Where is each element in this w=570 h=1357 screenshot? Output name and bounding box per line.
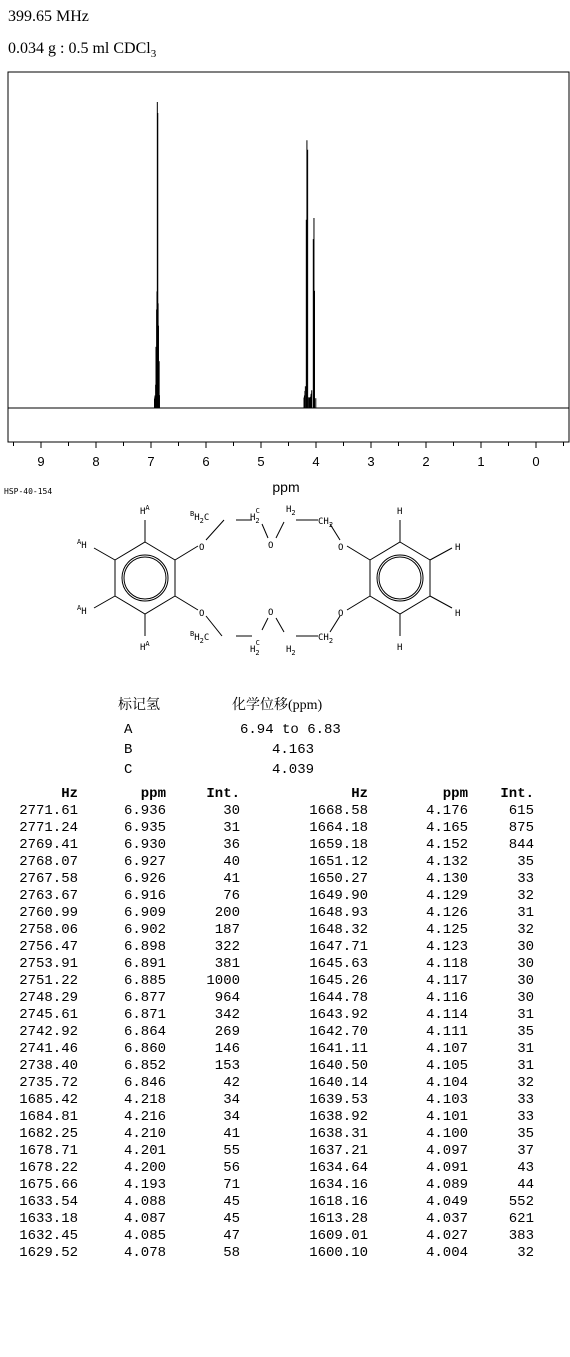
peak-table-cell: 1675.66 bbox=[19, 1177, 78, 1193]
peak-table-cell: 4.107 bbox=[425, 1041, 468, 1057]
h2c-b-bottom: $^BH_2C$ bbox=[190, 630, 210, 645]
peak-table-cell: 43 bbox=[517, 1160, 534, 1176]
peak-table-cell: 1629.52 bbox=[19, 1245, 78, 1261]
molecular-structure bbox=[0, 476, 570, 688]
peak-table-header-cell: Hz bbox=[61, 786, 78, 802]
h2-bottom: $H_2$ bbox=[286, 645, 296, 657]
peak-table-cell: 2769.41 bbox=[19, 837, 78, 853]
x-tick-label: 9 bbox=[37, 454, 45, 469]
assign-row-shift: 6.94 to 6.83 bbox=[240, 722, 341, 738]
peak-table-cell: 1659.18 bbox=[309, 837, 368, 853]
assignment-table bbox=[0, 694, 570, 784]
h2c-b-top: $^BH_2C$ bbox=[190, 510, 210, 525]
peak-table-cell: 45 bbox=[223, 1194, 240, 1210]
peak-table-cell: 4.114 bbox=[425, 1007, 468, 1023]
peak-table-cell: 146 bbox=[214, 1041, 240, 1057]
peak-table-cell: 37 bbox=[517, 1143, 534, 1159]
peak-table-cell: 2763.67 bbox=[19, 888, 78, 904]
peak-table-cell: 35 bbox=[517, 1024, 534, 1040]
peak-table-cell: 58 bbox=[223, 1245, 240, 1261]
peak-table-cell: 964 bbox=[214, 990, 240, 1006]
assign-row-label: C bbox=[124, 762, 133, 778]
assign-row-shift: 4.163 bbox=[272, 742, 315, 758]
peak-table-cell: 4.152 bbox=[425, 837, 468, 853]
h-right-bottom: H bbox=[397, 643, 403, 653]
peak-table-cell: 35 bbox=[517, 854, 534, 870]
x-tick-label: 8 bbox=[92, 454, 100, 469]
peak-table-cell: 187 bbox=[214, 922, 240, 938]
peak-table-cell: 41 bbox=[223, 871, 240, 887]
sample-subscript: 3 bbox=[150, 48, 157, 61]
peak-table-cell: 1678.71 bbox=[19, 1143, 78, 1159]
peak-table-cell: 4.111 bbox=[425, 1024, 468, 1040]
peak-table-cell: 2753.91 bbox=[19, 956, 78, 972]
peak-table-cell: 1609.01 bbox=[309, 1228, 368, 1244]
peak-table-header-cell: ppm bbox=[140, 786, 166, 802]
peak-table-cell: 4.091 bbox=[425, 1160, 468, 1176]
oxygen-lower-right: O bbox=[338, 609, 344, 619]
peak-table-cell: 2742.92 bbox=[19, 1024, 78, 1040]
peak-table-cell: 6.902 bbox=[123, 922, 166, 938]
h2-c-bottom: $H_2C$ bbox=[250, 639, 260, 657]
peak-table-cell: 1640.14 bbox=[309, 1075, 368, 1091]
sample-text: 0.034 g : 0.5 ml CDCl bbox=[8, 40, 151, 57]
x-axis-ticks bbox=[14, 442, 564, 448]
peak-table-cell: 1639.53 bbox=[309, 1092, 368, 1108]
peak-table-cell: 1643.92 bbox=[309, 1007, 368, 1023]
peak-table-cell: 1645.26 bbox=[309, 973, 368, 989]
peak-table-cell: 32 bbox=[517, 1075, 534, 1091]
peak-table-cell: 4.049 bbox=[425, 1194, 468, 1210]
peak-table-cell: 6.909 bbox=[123, 905, 166, 921]
peak-table-cell: 2756.47 bbox=[19, 939, 78, 955]
peak-table-cell: 4.210 bbox=[123, 1126, 166, 1142]
peak-table-cell: 4.165 bbox=[425, 820, 468, 836]
peak-table-cell: 2767.58 bbox=[19, 871, 78, 887]
peak-table-cell: 4.129 bbox=[425, 888, 468, 904]
peak-table-cell: 4.193 bbox=[123, 1177, 166, 1193]
structure-atom-labels bbox=[77, 504, 460, 657]
peak-table-cell: 1638.31 bbox=[309, 1126, 368, 1142]
peak-table-cell: 2768.07 bbox=[19, 854, 78, 870]
peak-table-cell: 1651.12 bbox=[309, 854, 368, 870]
peak-table-cell: 4.118 bbox=[425, 956, 468, 972]
peak-table-header-cell: Int. bbox=[206, 786, 240, 802]
peak-table-cell: 4.123 bbox=[425, 939, 468, 955]
peak-table-cell: 1649.90 bbox=[309, 888, 368, 904]
peak-table-cell: 4.088 bbox=[123, 1194, 166, 1210]
peak-table-cell: 34 bbox=[223, 1109, 240, 1125]
x-tick-label: 4 bbox=[312, 454, 320, 469]
peak-table-cell: 31 bbox=[517, 1058, 534, 1074]
peak-table-cell: 269 bbox=[214, 1024, 240, 1040]
x-tick-label: 5 bbox=[257, 454, 265, 469]
assign-row-label: A bbox=[124, 722, 133, 738]
peak-table-cell: 6.852 bbox=[123, 1058, 166, 1074]
ch2-bottom-right: $CH_2$ bbox=[318, 633, 334, 645]
h-a-top: $H^A$ bbox=[140, 504, 150, 517]
peak-table-cell: 4.201 bbox=[123, 1143, 166, 1159]
peak-table-cell: 4.027 bbox=[425, 1228, 468, 1244]
peak-table-cell: 4.126 bbox=[425, 905, 468, 921]
peak-table-cell: 4.097 bbox=[425, 1143, 468, 1159]
peak-table-cell: 1638.92 bbox=[309, 1109, 368, 1125]
peak-table-cell: 41 bbox=[223, 1126, 240, 1142]
peak-table-cell: 71 bbox=[223, 1177, 240, 1193]
peak-table-cell: 1642.70 bbox=[309, 1024, 368, 1040]
peak-table-cell: 4.125 bbox=[425, 922, 468, 938]
peak-table-cell: 1648.32 bbox=[309, 922, 368, 938]
peak-table-cell: 2748.29 bbox=[19, 990, 78, 1006]
peak-table-cell: 6.871 bbox=[123, 1007, 166, 1023]
peak-table-cell: 381 bbox=[214, 956, 240, 972]
peak-table-cell: 6.864 bbox=[123, 1024, 166, 1040]
peak-table-cell: 1648.93 bbox=[309, 905, 368, 921]
peak-table-cell: 1613.28 bbox=[309, 1211, 368, 1227]
peak-table-cell: 36 bbox=[223, 837, 240, 853]
structure-bonds bbox=[94, 520, 452, 636]
peak-table-cell: 1640.50 bbox=[309, 1058, 368, 1074]
peak-table-cell: 35 bbox=[517, 1126, 534, 1142]
peak-table-cell: 4.132 bbox=[425, 854, 468, 870]
peak-table-cell: 33 bbox=[517, 871, 534, 887]
spectrum-peaks bbox=[155, 102, 316, 408]
h-a-bottom: $H^A$ bbox=[140, 640, 150, 653]
oxygen-upper-right: O bbox=[338, 543, 344, 553]
peak-table-cell: 30 bbox=[223, 803, 240, 819]
peak-table-cell: 2771.24 bbox=[19, 820, 78, 836]
peak-table-cell: 1644.78 bbox=[309, 990, 368, 1006]
peak-table-cell: 4.037 bbox=[425, 1211, 468, 1227]
peak-table-cell: 4.105 bbox=[425, 1058, 468, 1074]
x-tick-label: 1 bbox=[477, 454, 485, 469]
h-right-top: H bbox=[397, 507, 403, 517]
peak-table-cell: 4.176 bbox=[425, 803, 468, 819]
peak-table-cell: 45 bbox=[223, 1211, 240, 1227]
peak-table-cell: 383 bbox=[508, 1228, 534, 1244]
peak-table-cell: 4.117 bbox=[425, 973, 468, 989]
structure-code: HSP-40-154 bbox=[4, 487, 53, 496]
ch2-top-right: $CH_2$ bbox=[318, 517, 334, 529]
plot-frame bbox=[8, 72, 569, 442]
oxygen-bottom: O bbox=[268, 608, 274, 618]
peak-table-cell: 30 bbox=[517, 973, 534, 989]
peak-table-cell: 1668.58 bbox=[309, 803, 368, 819]
peak-table-cell: 31 bbox=[517, 1041, 534, 1057]
peak-table-header-cell: ppm bbox=[442, 786, 468, 802]
peak-table-cell: 42 bbox=[223, 1075, 240, 1091]
peak-table-cell: 4.004 bbox=[425, 1245, 468, 1261]
x-axis-label: ppm bbox=[272, 479, 300, 495]
peak-table-cell: 1634.64 bbox=[309, 1160, 368, 1176]
oxygen-top: O bbox=[268, 541, 274, 551]
peak-table-cell: 4.101 bbox=[425, 1109, 468, 1125]
peak-table-cell: 4.103 bbox=[425, 1092, 468, 1108]
x-tick-label: 3 bbox=[367, 454, 375, 469]
peak-table-cell: 2738.40 bbox=[19, 1058, 78, 1074]
peak-table-cell: 4.085 bbox=[123, 1228, 166, 1244]
peak-table-cell: 1685.42 bbox=[19, 1092, 78, 1108]
peak-table-cell: 6.916 bbox=[123, 888, 166, 904]
peak-table-cell: 6.891 bbox=[123, 956, 166, 972]
h-a-lower-left: $^A$H bbox=[77, 604, 87, 617]
peak-table-cell: 6.846 bbox=[123, 1075, 166, 1091]
peak-table-cell: 30 bbox=[517, 956, 534, 972]
x-tick-label: 0 bbox=[532, 454, 540, 469]
peak-table-cell: 32 bbox=[517, 888, 534, 904]
assign-row-label: B bbox=[124, 742, 133, 758]
peak-table-cell: 31 bbox=[223, 820, 240, 836]
peak-table-cell: 1650.27 bbox=[309, 871, 368, 887]
peak-table-cell: 621 bbox=[508, 1211, 534, 1227]
peak-table-cell: 875 bbox=[508, 820, 534, 836]
peak-table-cell: 31 bbox=[517, 905, 534, 921]
x-tick-label: 7 bbox=[147, 454, 155, 469]
peak-table-cell: 1684.81 bbox=[19, 1109, 78, 1125]
peak-table-cell: 6.860 bbox=[123, 1041, 166, 1057]
ch2-c-top: $H_2C$ bbox=[250, 507, 260, 525]
peak-table-cell: 844 bbox=[508, 837, 534, 853]
peak-table-cell: 342 bbox=[214, 1007, 240, 1023]
assign-header-label: 标记氢 bbox=[118, 698, 160, 713]
peak-table-cell: 4.130 bbox=[425, 871, 468, 887]
peak-table-cell: 1645.63 bbox=[309, 956, 368, 972]
peak-table-cell: 6.877 bbox=[123, 990, 166, 1006]
x-tick-label: 6 bbox=[202, 454, 210, 469]
h-right-lower: H bbox=[455, 609, 461, 619]
peak-table-header-cell: Hz bbox=[351, 786, 368, 802]
assign-row-shift: 4.039 bbox=[272, 762, 315, 778]
peak-table-cell: 4.200 bbox=[123, 1160, 166, 1176]
oxygen-upper-left: O bbox=[199, 543, 205, 553]
peak-table-cell: 2751.22 bbox=[19, 973, 78, 989]
peak-table-cell: 1633.54 bbox=[19, 1194, 78, 1210]
peak-table-cell: 33 bbox=[517, 1092, 534, 1108]
peak-table-cell: 6.926 bbox=[123, 871, 166, 887]
peak-table-cell: 47 bbox=[223, 1228, 240, 1244]
h-a-upper-left: $^A$H bbox=[77, 538, 87, 551]
peak-table-cell: 6.936 bbox=[123, 803, 166, 819]
peak-table-cell: 34 bbox=[223, 1092, 240, 1108]
peak-table-cell: 76 bbox=[223, 888, 240, 904]
h-right-upper: H bbox=[455, 543, 461, 553]
peak-table-cell: 4.089 bbox=[425, 1177, 468, 1193]
nmr-spectrum-chart bbox=[0, 0, 570, 500]
peak-table-cell: 32 bbox=[517, 922, 534, 938]
peak-table-cell: 4.087 bbox=[123, 1211, 166, 1227]
spectrometer-frequency: 399.65 MHz bbox=[8, 8, 89, 25]
peak-table-cell: 615 bbox=[508, 803, 534, 819]
peak-table-cell: 40 bbox=[223, 854, 240, 870]
peak-table-cell: 2760.99 bbox=[19, 905, 78, 921]
peak-table-cell: 2771.61 bbox=[19, 803, 78, 819]
assign-header-shift: 化学位移(ppm) bbox=[232, 698, 323, 713]
peak-table-cell: 1647.71 bbox=[309, 939, 368, 955]
oxygen-lower-left: O bbox=[199, 609, 205, 619]
peak-table-cell: 6.935 bbox=[123, 820, 166, 836]
peak-table-cell: 1634.16 bbox=[309, 1177, 368, 1193]
x-axis-tick-labels bbox=[37, 454, 539, 469]
h2-top: $H_2$ bbox=[286, 505, 296, 517]
peak-table-cell: 1678.22 bbox=[19, 1160, 78, 1176]
peak-table-cell: 1637.21 bbox=[309, 1143, 368, 1159]
peak-table-cell: 4.218 bbox=[123, 1092, 166, 1108]
peak-table-cell: 2758.06 bbox=[19, 922, 78, 938]
peak-table-cell: 1641.11 bbox=[309, 1041, 368, 1057]
peak-table-cell: 44 bbox=[517, 1177, 534, 1193]
peak-table-cell: 55 bbox=[223, 1143, 240, 1159]
peak-table-cell: 30 bbox=[517, 939, 534, 955]
peak-table-cell: 1633.18 bbox=[19, 1211, 78, 1227]
peak-table-cell: 4.216 bbox=[123, 1109, 166, 1125]
x-tick-label: 2 bbox=[422, 454, 430, 469]
peak-table-cell: 56 bbox=[223, 1160, 240, 1176]
peak-table-cell: 6.930 bbox=[123, 837, 166, 853]
peak-table-cell: 32 bbox=[517, 1245, 534, 1261]
peak-table-cell: 6.927 bbox=[123, 854, 166, 870]
peak-table-cell: 6.885 bbox=[123, 973, 166, 989]
peak-table-cell: 4.078 bbox=[123, 1245, 166, 1261]
peak-table-cell: 1600.10 bbox=[309, 1245, 368, 1261]
peak-table-cell: 1618.16 bbox=[309, 1194, 368, 1210]
peak-table-cell: 2735.72 bbox=[19, 1075, 78, 1091]
peak-table-cell: 153 bbox=[214, 1058, 240, 1074]
peak-table-cell: 1664.18 bbox=[309, 820, 368, 836]
peak-table-cell: 31 bbox=[517, 1007, 534, 1023]
peak-table-cell: 1000 bbox=[206, 973, 240, 989]
peak-table-cell: 6.898 bbox=[123, 939, 166, 955]
peak-table-cell: 1682.25 bbox=[19, 1126, 78, 1142]
peak-table-cell: 30 bbox=[517, 990, 534, 1006]
peak-table-cell: 200 bbox=[214, 905, 240, 921]
peak-table-cell: 2741.46 bbox=[19, 1041, 78, 1057]
peak-table-header-cell: Int. bbox=[500, 786, 534, 802]
peak-table-cell: 322 bbox=[214, 939, 240, 955]
peak-table-cell: 4.104 bbox=[425, 1075, 468, 1091]
peak-table-cell: 4.100 bbox=[425, 1126, 468, 1142]
peak-table-cell: 552 bbox=[508, 1194, 534, 1210]
peak-table-cell: 1632.45 bbox=[19, 1228, 78, 1244]
peak-table-cell: 4.116 bbox=[425, 990, 468, 1006]
peak-table-cell: 33 bbox=[517, 1109, 534, 1125]
peak-table-cell: 2745.61 bbox=[19, 1007, 78, 1023]
